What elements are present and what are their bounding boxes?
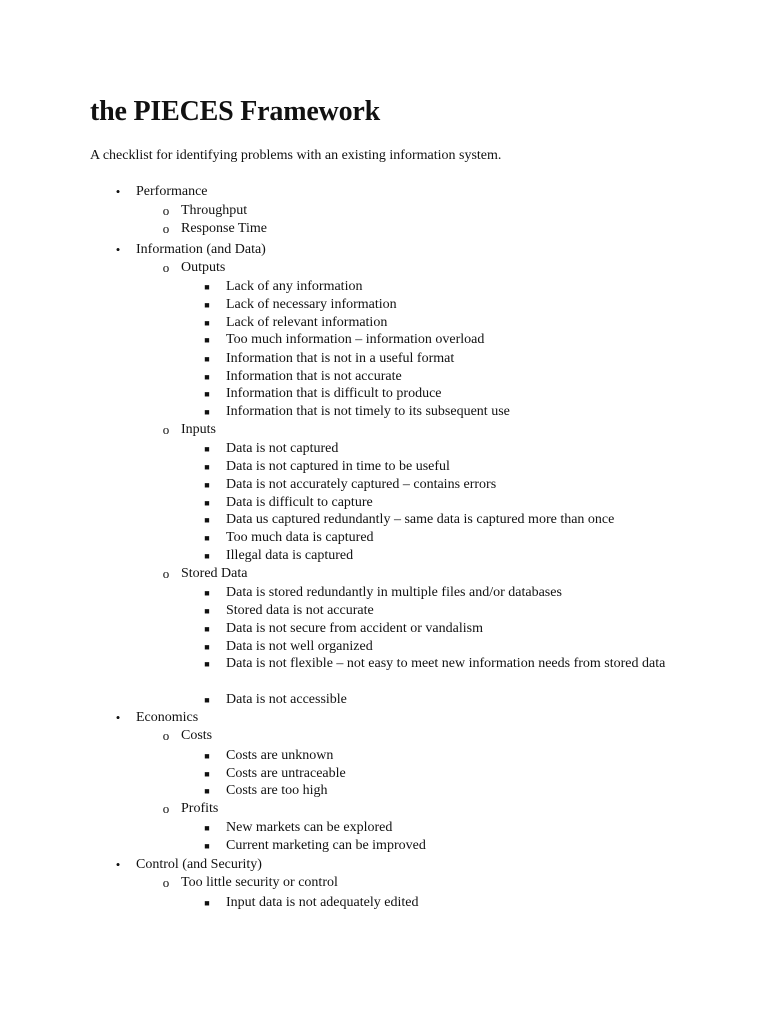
list-item-text: Data is not captured (226, 441, 339, 456)
list-item-text: Economics (136, 710, 199, 725)
list-item-text: Information that is difficult to produce (226, 386, 442, 401)
bullet-square-icon: ■ (204, 389, 210, 399)
list-item-detail (204, 296, 397, 314)
bullet-square-icon: ■ (204, 624, 210, 634)
bullet-circle-icon: o (162, 221, 170, 236)
list-item-sub (162, 727, 213, 745)
bullet-square-icon: ■ (204, 751, 210, 761)
bullet-disc-icon: • (115, 184, 121, 199)
list-item-detail (204, 314, 388, 332)
bullet-circle-icon: o (162, 728, 170, 743)
bullet-square-icon: ■ (204, 300, 210, 310)
bullet-square-icon: ■ (204, 444, 210, 454)
list-item-text: Too little security or control (181, 875, 338, 890)
bullet-disc-icon: • (115, 857, 121, 872)
list-item-sub (162, 259, 226, 277)
document-title: the PIECES Framework (90, 96, 380, 127)
list-item-sub (162, 800, 219, 818)
list-item-main (115, 856, 262, 874)
bullet-square-icon: ■ (204, 335, 210, 345)
bullet-square-icon: ■ (204, 695, 210, 705)
list-item-text: Inputs (181, 422, 216, 437)
list-item-detail (204, 278, 363, 296)
list-item-text: Lack of relevant information (226, 315, 388, 330)
list-item-detail (204, 837, 426, 855)
list-item-text: Costs (181, 728, 213, 743)
bullet-square-icon: ■ (204, 588, 210, 598)
bullet-square-icon: ■ (204, 318, 210, 328)
list-item-text: Stored Data (181, 566, 248, 581)
list-item-text: New markets can be explored (226, 820, 393, 835)
list-item-text: Data is not secure from accident or vandalism (226, 621, 483, 636)
list-item-text: Information that is not in a useful format (226, 351, 455, 366)
list-item-text: Control (and Security) (136, 857, 262, 872)
list-item-sub (162, 421, 216, 439)
list-item-text: Lack of any information (226, 279, 363, 294)
bullet-circle-icon: o (162, 801, 170, 816)
bullet-square-icon: ■ (204, 407, 210, 417)
list-item-text: Information that is not timely to its subsequent use (226, 404, 510, 419)
list-item-sub (162, 202, 248, 220)
list-item-detail (204, 747, 334, 765)
bullet-square-icon: ■ (204, 480, 210, 490)
list-item-main (115, 709, 199, 727)
list-item-text: Illegal data is captured (226, 548, 354, 563)
list-item-text: Data is difficult to capture (226, 495, 373, 510)
list-item-sub (162, 874, 338, 892)
bullet-square-icon: ■ (204, 642, 210, 652)
list-item-detail (204, 440, 339, 458)
list-item-detail (204, 655, 678, 673)
list-item-text: Input data is not adequately edited (226, 895, 419, 910)
list-item-text: Costs are unknown (226, 748, 334, 763)
list-item-text: Throughput (181, 203, 248, 218)
bullet-square-icon: ■ (204, 659, 210, 669)
list-item-text: Information (and Data) (136, 242, 266, 257)
list-item-detail (204, 529, 374, 547)
list-item-detail (204, 638, 373, 656)
list-item-detail (204, 584, 562, 602)
list-item-text: Response Time (181, 221, 267, 236)
list-item-text: Performance (136, 184, 208, 199)
bullet-circle-icon: o (162, 875, 170, 890)
bullet-square-icon: ■ (204, 551, 210, 561)
list-item-text: Costs are untraceable (226, 766, 346, 781)
list-item-text: Data is not flexible – not easy to meet new information needs from stored data (226, 656, 666, 671)
list-item-text: Stored data is not accurate (226, 603, 374, 618)
list-item-detail (204, 602, 374, 620)
list-item-detail (204, 894, 419, 912)
list-item-text: Data us captured redundantly – same data is captured more than once (226, 512, 615, 527)
list-item-detail (204, 547, 354, 565)
bullet-square-icon: ■ (204, 823, 210, 833)
list-item-text: Outputs (181, 260, 226, 275)
bullet-square-icon: ■ (204, 606, 210, 616)
bullet-circle-icon: o (162, 422, 170, 437)
bullet-square-icon: ■ (204, 898, 210, 908)
list-item-text: Too much information – information overload (226, 332, 485, 347)
list-item-text: Data is not accurately captured – contains errors (226, 477, 497, 492)
bullet-square-icon: ■ (204, 769, 210, 779)
list-item-detail (204, 511, 615, 529)
list-item-text: Data is not well organized (226, 639, 373, 654)
list-item-detail (204, 350, 455, 368)
bullet-square-icon: ■ (204, 462, 210, 472)
bullet-square-icon: ■ (204, 515, 210, 525)
list-item-main (115, 183, 208, 201)
list-item-detail (204, 765, 346, 783)
bullet-circle-icon: o (162, 260, 170, 275)
list-item-text: Costs are too high (226, 783, 328, 798)
list-item-sub (162, 220, 267, 238)
list-item-detail (204, 368, 402, 386)
list-item-text: Too much data is captured (226, 530, 374, 545)
document-intro: A checklist for identifying problems with an existing information system. (90, 148, 502, 163)
list-item-text: Data is stored redundantly in multiple files and/or databases (226, 585, 562, 600)
list-item-text: Data is not accessible (226, 692, 347, 707)
list-item-text: Current marketing can be improved (226, 838, 426, 853)
bullet-disc-icon: • (115, 242, 121, 257)
list-item-text: Data is not captured in time to be useful (226, 459, 450, 474)
list-item-detail (204, 620, 483, 638)
list-item-text: Lack of necessary information (226, 297, 397, 312)
bullet-square-icon: ■ (204, 498, 210, 508)
list-item-sub (162, 565, 248, 583)
list-item-detail (204, 691, 347, 709)
list-item-main (115, 241, 266, 259)
bullet-square-icon: ■ (204, 533, 210, 543)
list-item-detail (204, 782, 328, 800)
bullet-circle-icon: o (162, 203, 170, 218)
bullet-disc-icon: • (115, 710, 121, 725)
bullet-circle-icon: o (162, 566, 170, 581)
list-item-text: Information that is not accurate (226, 369, 402, 384)
bullet-square-icon: ■ (204, 841, 210, 851)
list-item-detail (204, 476, 497, 494)
bullet-square-icon: ■ (204, 372, 210, 382)
bullet-square-icon: ■ (204, 354, 210, 364)
list-item-detail (204, 331, 485, 349)
list-item-detail (204, 385, 442, 403)
bullet-square-icon: ■ (204, 786, 210, 796)
list-item-detail (204, 494, 373, 512)
list-item-detail (204, 403, 510, 421)
list-item-text: Profits (181, 801, 219, 816)
bullet-square-icon: ■ (204, 282, 210, 292)
list-item-detail (204, 458, 450, 476)
list-item-detail (204, 819, 393, 837)
